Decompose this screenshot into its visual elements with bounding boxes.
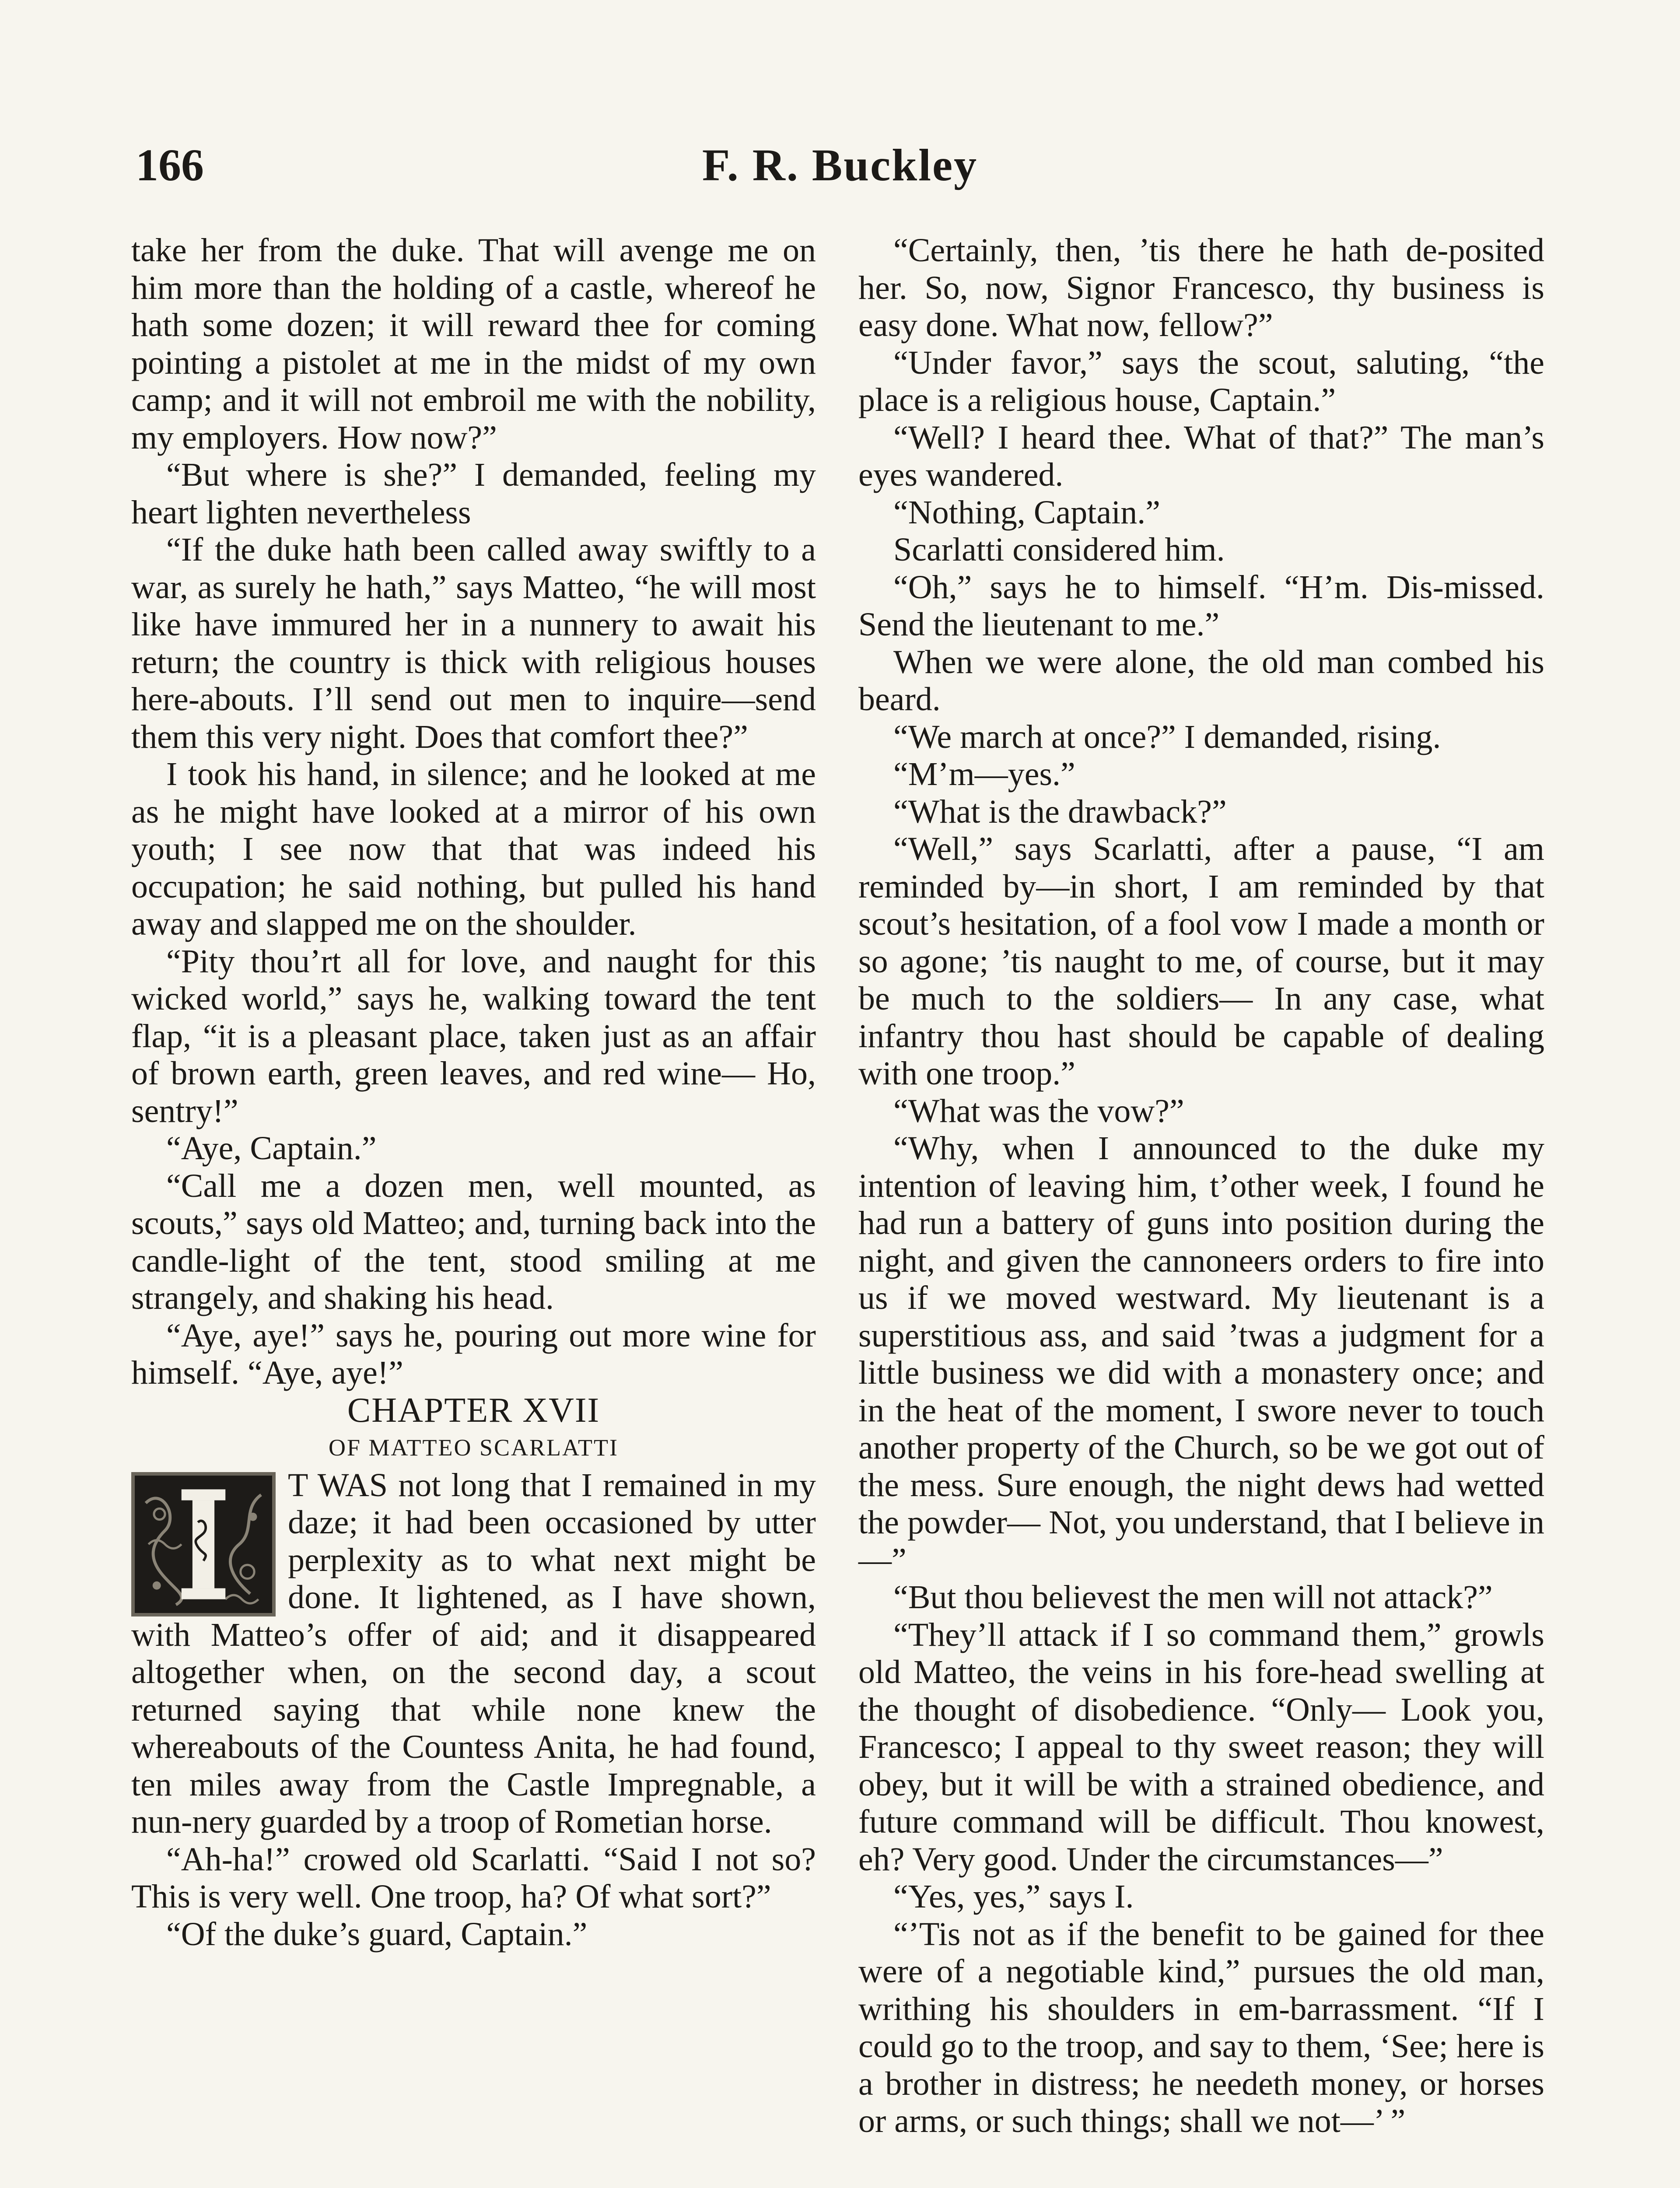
paragraph: “But thou believest the men will not attack?” [893, 1579, 1493, 1616]
paragraph: “Oh,” says he to himself. “H’m. Dis-missed. Send the lieutenant to me.” [858, 568, 1544, 643]
paragraph: “Aye, Captain.” [166, 1130, 377, 1167]
chapter-opening-text: T WAS not long that I remained in my daze; it had been occasioned by utter perplexity as to what next might be done. It lightened, as I have shown, with Matteo’s offer of aid; and it disappeared altogether when, on the second day, a scout returned saying that while none knew the whereabouts of the Countess Anita, he had found, ten miles away from the Castle Impregnable, a nun-nery guarded by a troop of Rometian horse. [131, 1466, 816, 1840]
paragraph: “Nothing, Captain.” [893, 494, 1160, 531]
paragraph: “If the duke hath been called away swiftly to a war, as surely he hath,” says Matteo, “he will most like have immured her in a nunnery to await his return; the country is thick with religious houses here-abouts. I’ll send out men to inquire—send them this very night. Does that comfort thee?” [131, 531, 816, 755]
paragraph: “But where is she?” I demanded, feeling my heart lighten nevertheless [131, 456, 816, 531]
paragraph: “We march at once?” I demanded, rising. [893, 718, 1441, 755]
paragraph: “Yes, yes,” says I. [893, 1878, 1134, 1915]
paragraph: take her from the duke. That will avenge me on him more than the holding of a castle, whereof he hath some dozen; it will reward thee for coming pointing a pistolet at me in the midst of my own camp; and it will not embroil me with the nobility, my employers. How now?” [131, 232, 816, 456]
running-title: F. R. Buckley [702, 140, 978, 190]
left-column [131, 232, 816, 1953]
paragraph: “Ah-ha!” crowed old Scarlatti. “Said I not so? This is very well. One troop, ha? Of what sort?” [131, 1841, 816, 1915]
paragraph: When we were alone, the old man combed his beard. [858, 643, 1544, 718]
paragraph: “Of the duke’s guard, Captain.” [166, 1915, 588, 1953]
paragraph: “Pity thou’rt all for love, and naught for this wicked world,” says he, walking toward the tent flap, “it is a pleasant place, taken just as an affair of brown earth, green leaves, and red wine— Ho, sentry!” [131, 943, 816, 1129]
page-header [131, 139, 1549, 200]
decorated-initial-icon [131, 1472, 276, 1616]
paragraph: “’Tis not as if the benefit to be gained for thee were of a negotiable kind,” pursues the old man, writhing his shoulders in em-barrassment. “If I could go to the troop, and say to them, ‘See; here is a brother in distress; he needeth money, or horses or arms, or such things; shall we not—’ ” [858, 1915, 1544, 2139]
paragraph: “What is the drawback?” [893, 793, 1227, 830]
paragraph: “Aye, aye!” says he, pouring out more wine for himself. “Aye, aye!” [131, 1317, 816, 1391]
page-number: 166 [136, 140, 204, 190]
paragraph: “Why, when I announced to the duke my intention of leaving him, t’other week, I found he had run a battery of guns into position during the night, and given the cannoneers orders to fire into us if we moved westward. My lieutenant is a superstitious ass, and said ’twas a judgment for a little business we did with a monastery once; and in the heat of the moment, I swore never to touch another property of the Church, so be we got out of the mess. Sure enough, the night dews had wetted the powder— Not, you understand, that I believe in—” [858, 1130, 1544, 1578]
chapter-title: CHAPTER XVII [347, 1391, 600, 1430]
paragraph: “Well,” says Scarlatti, after a pause, “I am reminded by—in short, I am reminded by that scout’s hesitation, of a fool vow I made a month or so agone; ’tis naught to me, of course, but it may be much to the soldiers— In any case, what infantry thou hast should be capable of dealing with one troop.” [858, 831, 1544, 1092]
paragraph: I took his hand, in silence; and he looked at me as he might have looked at a mirror of his own youth; I see now that that was indeed his occupation; he said nothing, but pulled his hand away and slapped me on the shoulder. [131, 756, 816, 942]
chapter-subtitle: OF MATTEO SCARLATTI [328, 1434, 619, 1461]
paragraph: “M’m—yes.” [893, 756, 1075, 792]
chapter-opening-paragraph [131, 1467, 816, 1841]
paragraph: “Certainly, then, ’tis there he hath de-posited her. So, now, Signor Francesco, thy business is easy done. What now, fellow?” [858, 232, 1544, 344]
paragraph: “Under favor,” says the scout, saluting, “the place is a religious house, Captain.” [858, 344, 1544, 418]
paragraph: “What was the vow?” [893, 1092, 1184, 1129]
paragraph: Scarlatti considered him. [893, 531, 1225, 568]
paragraph: “Well? I heard thee. What of that?” The man’s eyes wandered. [858, 419, 1544, 493]
right-column [858, 232, 1544, 2140]
paragraph: “Call me a dozen men, well mounted, as scouts,” says old Matteo; and, turning back into the candle-light of the tent, stood smiling at me strangely, and shaking his head. [131, 1167, 816, 1316]
paragraph: “They’ll attack if I so command them,” growls old Matteo, the veins in his fore-head swelling at the thought of disobedience. “Only— Look you, Francesco; I appeal to thy sweet reason; they will obey, but it will be with a strained obedience, and future command will be difficult. Thou knowest, eh? Very good. Under the circumstances—” [858, 1616, 1544, 1878]
